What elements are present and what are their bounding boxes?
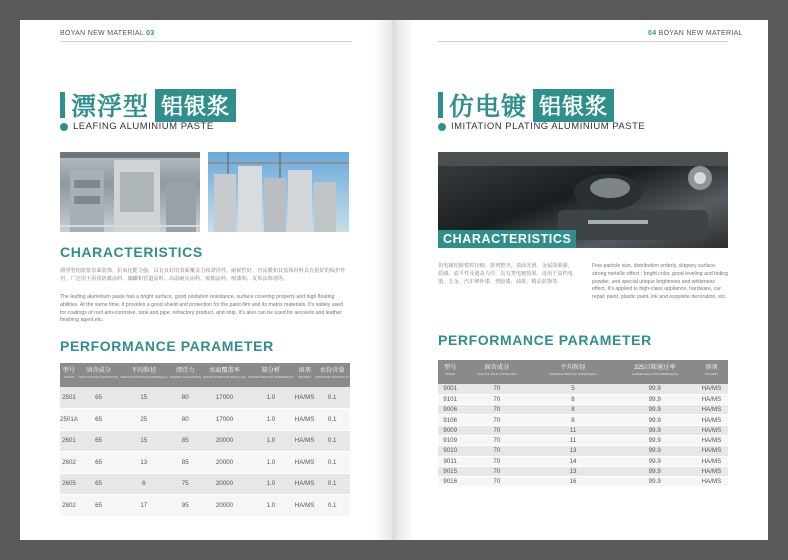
table-cell: 70: [462, 415, 531, 425]
header-en-label: SOLVENT: [705, 372, 718, 376]
table-cell: 2601: [60, 430, 78, 452]
table-cell: 16: [531, 477, 614, 487]
table-cell: HA/MS: [295, 409, 315, 431]
table-cell: 1.0: [247, 387, 295, 409]
table-cell: 13: [119, 452, 168, 474]
right-performance-title: PERFORMANCE PARAMETER: [438, 332, 652, 348]
table-cell: 2501A: [60, 409, 78, 431]
header-en-label: WATER COVERAGE (MIN)(cm²/g): [202, 375, 246, 379]
header-cn-label: 水面覆盖率: [208, 367, 240, 374]
left-title-cn1: 漂浮型: [71, 92, 150, 121]
left-header: [60, 30, 154, 37]
table-row: [438, 456, 728, 466]
table-cell: 1.0: [247, 430, 295, 452]
table-cell: 9010: [438, 446, 462, 456]
table-header-cell: [615, 360, 695, 384]
header-cn-label: 平均粒径: [131, 367, 157, 374]
table-cell: 9015: [438, 466, 462, 476]
header-cn-label: 水份含量: [319, 367, 345, 374]
table-header-cell: [119, 363, 168, 387]
table-cell: 70: [462, 384, 531, 394]
table-header-cell: [247, 363, 295, 387]
table-row: [60, 473, 350, 495]
table-cell: 70: [462, 477, 531, 487]
table-cell: 6: [119, 473, 168, 495]
table-cell: 70: [462, 435, 531, 445]
table-row: [60, 387, 350, 409]
right-header: [648, 30, 743, 37]
right-subtitle-text: IMITATION PLATING ALUMINIUM PASTE: [451, 121, 646, 132]
header-en-label: GRADE: [445, 372, 456, 376]
table-cell: 17000: [202, 409, 247, 431]
table-header-cell: [314, 363, 350, 387]
table-row: [60, 409, 350, 431]
table-cell: 20000: [202, 495, 247, 517]
table-cell: 99.9: [615, 384, 695, 394]
table-cell: HA/MS: [295, 495, 315, 517]
table-cell: 1.0: [247, 473, 295, 495]
table-cell: HA/MS: [695, 456, 728, 466]
table-cell: 2802: [60, 495, 78, 517]
table-cell: 99.9: [615, 394, 695, 404]
right-header-rule: [438, 41, 728, 42]
table-cell: 9001: [438, 384, 462, 394]
right-header-label: BOYAN NEW MATERIAL: [658, 30, 743, 37]
table-header-cell: [202, 363, 247, 387]
table-cell: HA/MS: [295, 473, 315, 495]
table-cell: 11: [531, 425, 614, 435]
factory-interior-photo: [60, 152, 200, 232]
table-cell: 70: [462, 405, 531, 415]
left-title: [60, 87, 236, 123]
table-cell: 15: [119, 430, 168, 452]
table-row: [438, 466, 728, 476]
table-cell: 85: [169, 430, 202, 452]
left-subtitle-text: LEAFING ALUMINIUM PASTE: [73, 121, 214, 132]
table-row: [438, 435, 728, 445]
table-header-cell: [438, 360, 462, 384]
table-cell: 65: [78, 409, 119, 431]
table-cell: 0.1: [314, 409, 350, 431]
header-cn-label: 型号: [443, 364, 457, 371]
table-cell: HA/MS: [295, 452, 315, 474]
table-cell: HA/MS: [695, 394, 728, 404]
table-cell: 14: [531, 456, 614, 466]
left-characteristics-title: CHARACTERISTICS: [60, 244, 203, 260]
table-cell: 85: [169, 452, 202, 474]
table-cell: 17: [119, 495, 168, 517]
table-cell: 20000: [202, 430, 247, 452]
header-en-label: AVERAGE PARTICLE SIZE(D50)(μm): [549, 372, 597, 376]
table-header-cell: [169, 363, 202, 387]
left-parameter-table: [60, 363, 350, 517]
left-header-label: BOYAN NEW MATERIAL: [60, 30, 144, 37]
table-cell: HA/MS: [695, 415, 728, 425]
right-title-cn2: 铝银浆: [533, 89, 614, 122]
right-characteristics-title: CHARACTERISTICS: [438, 230, 576, 248]
table-cell: HA/MS: [295, 387, 315, 409]
table-row: [438, 446, 728, 456]
table-cell: 99.9: [615, 466, 695, 476]
right-cn-paragraph: 仿电镀铝银浆粒径细、排列整齐，表面光滑，金属效果强，质感、流平性及遮盖力佳，具有类电镀效果，适用于高档电器、五金、汽车修补漆、塑胶漆、油墨、精品装饰等。: [438, 263, 573, 285]
table-row: [60, 430, 350, 452]
left-title-cn2: 铝银浆: [155, 89, 236, 122]
table-cell: HA/MS: [695, 384, 728, 394]
storage-tanks-illustration: [208, 152, 349, 232]
table-cell: 80: [169, 409, 202, 431]
header-cn-label: 固含成分: [484, 364, 510, 371]
table-cell: 70: [462, 466, 531, 476]
header-cn-label: 溶剂: [705, 364, 718, 371]
table-header-row: [60, 363, 350, 387]
table-cell: 70: [462, 425, 531, 435]
table-row: [438, 394, 728, 404]
table-cell: 70: [462, 456, 531, 466]
table-cell: 11: [531, 435, 614, 445]
bullet-icon: [438, 123, 446, 131]
table-header-row: [438, 360, 728, 384]
right-parameter-table: [438, 360, 728, 487]
header-en-label: SOLVENT: [298, 375, 311, 379]
table-cell: 99.9: [615, 425, 695, 435]
header-cn-label: 325目筛通过率: [634, 364, 676, 371]
table-cell: 9006: [438, 405, 462, 415]
table-cell: 99.9: [615, 477, 695, 487]
table-header-cell: [695, 360, 728, 384]
header-cn-label: 筛分析: [261, 367, 281, 374]
storage-tanks-photo: [208, 152, 349, 232]
table-cell: 8: [531, 415, 614, 425]
table-cell: HA/MS: [695, 425, 728, 435]
table-cell: HA/MS: [295, 430, 315, 452]
header-en-label: MOISTURE CONTENT(%): [315, 375, 349, 379]
table-cell: 0.1: [314, 452, 350, 474]
table-cell: 99.9: [615, 456, 695, 466]
header-en-label: GRADE: [64, 375, 74, 379]
table-row: [438, 477, 728, 487]
table-cell: 95: [169, 495, 202, 517]
left-en-paragraph: The leafing aluminium paste has a bright surface, good oxidation resistance, surface covering property and high floating abilities. At the same time, it provides a good shield and protection for the paint film and its matrix materials. It's widely used for coatings of roof anti-corrosive, tank and pipe, refractory product, and ship. It's also can be used for aerosols and leather finishing agent,etc.: [60, 294, 343, 324]
table-cell: 9011: [438, 456, 462, 466]
header-en-label: SCREEN ANALYSIS (325MESH)(%): [632, 372, 678, 376]
table-cell: 0.1: [314, 495, 350, 517]
table-cell: 15: [119, 387, 168, 409]
right-page-number: 04: [648, 30, 657, 37]
table-cell: 17000: [202, 387, 247, 409]
header-en-label: SCREEN ANALYSIS (325MESH)(%): [248, 375, 294, 379]
table-cell: 5: [531, 384, 614, 394]
table-cell: 99.9: [615, 446, 695, 456]
table-cell: 13: [531, 466, 614, 476]
table-cell: 8: [531, 394, 614, 404]
header-cn-label: 型号: [62, 367, 76, 374]
table-cell: 99.9: [615, 435, 695, 445]
table-cell: HA/MS: [695, 446, 728, 456]
left-header-rule: [60, 41, 352, 42]
table-row: [60, 452, 350, 474]
right-title: [438, 87, 614, 123]
table-row: [438, 384, 728, 394]
header-en-label: NON-VOLATILE CONTENT(%): [477, 372, 517, 376]
table-row: [60, 495, 350, 517]
table-header-cell: [60, 363, 78, 387]
left-page-number: 03: [146, 30, 155, 37]
table-header-cell: [78, 363, 119, 387]
table-cell: 9109: [438, 435, 462, 445]
table-cell: 20000: [202, 452, 247, 474]
book-spine: [374, 20, 414, 540]
table-cell: 65: [78, 495, 119, 517]
table-cell: 25: [119, 409, 168, 431]
left-cn-paragraph: 漂浮型铝银浆表面装饰、抗氧化能力强，具有良好的表面覆盖力和漂浮性，耐候性好，对涂膜和其基体材料具有很好的保护作用，广泛用于屋顶防腐涂料、储罐和管道涂料、高温耐火涂料、船舶涂料，喷漆和，皮革涂饰剂等。: [60, 268, 346, 282]
table-cell: 65: [78, 387, 119, 409]
table-header-cell: [295, 363, 315, 387]
table-cell: HA/MS: [695, 477, 728, 487]
table-cell: 9106: [438, 415, 462, 425]
table-cell: 8: [531, 405, 614, 415]
header-en-label: AVERAGE PARTICLE SIZE(D50)(μm): [120, 375, 168, 379]
table-cell: 1.0: [247, 495, 295, 517]
header-cn-label: 溶剂: [298, 367, 311, 374]
factory-interior-illustration: [60, 152, 200, 232]
table-cell: 0.1: [314, 387, 350, 409]
table-cell: 65: [78, 452, 119, 474]
table-cell: 65: [78, 430, 119, 452]
title-accent-bar: [60, 92, 65, 118]
table-cell: 75: [169, 473, 202, 495]
table-cell: 2501: [60, 387, 78, 409]
table-cell: 1.0: [247, 452, 295, 474]
table-cell: 0.1: [314, 473, 350, 495]
table-header-cell: [462, 360, 531, 384]
table-cell: 2602: [60, 452, 78, 474]
header-en-label: NON-VOLATILE CONTENT(%): [79, 375, 118, 379]
table-cell: 9016: [438, 477, 462, 487]
table-cell: 65: [78, 473, 119, 495]
table-cell: 0.1: [314, 430, 350, 452]
table-cell: HA/MS: [695, 466, 728, 476]
table-row: [438, 425, 728, 435]
table-row: [438, 405, 728, 415]
table-cell: HA/MS: [695, 405, 728, 415]
header-cn-label: 平均粒径: [560, 364, 586, 371]
table-row: [438, 415, 728, 425]
table-cell: 9009: [438, 425, 462, 435]
table-header-cell: [531, 360, 614, 384]
right-title-cn1: 仿电镀: [449, 92, 528, 121]
table-cell: 20000: [202, 473, 247, 495]
header-cn-label: 固含成分: [86, 367, 111, 374]
header-en-label: LEAFING VALUE(MIN%): [169, 375, 201, 379]
table-cell: 80: [169, 387, 202, 409]
table-cell: 99.9: [615, 415, 695, 425]
header-cn-label: 漂浮力: [175, 367, 195, 374]
table-cell: 70: [462, 394, 531, 404]
table-cell: 70: [462, 446, 531, 456]
right-subtitle: [438, 121, 645, 132]
table-cell: 2605: [60, 473, 78, 495]
table-cell: 9101: [438, 394, 462, 404]
right-en-paragraph: Fine particle size, distribution orderly, slippery surface, strong metallic effect ; bright color, good leveling and hiding powder, and special unique brightness and whiteness effect. It's applied to high-class appliance, hardware, car repair paint, plastic paint, ink and exquisite decoration, etc.: [592, 263, 729, 301]
table-cell: 1.0: [247, 409, 295, 431]
bullet-icon: [60, 123, 68, 131]
table-cell: 99.9: [615, 405, 695, 415]
left-subtitle: [60, 121, 214, 132]
table-cell: 13: [531, 446, 614, 456]
title-accent-bar: [438, 92, 443, 118]
table-cell: HA/MS: [695, 435, 728, 445]
left-performance-title: PERFORMANCE PARAMETER: [60, 338, 274, 354]
